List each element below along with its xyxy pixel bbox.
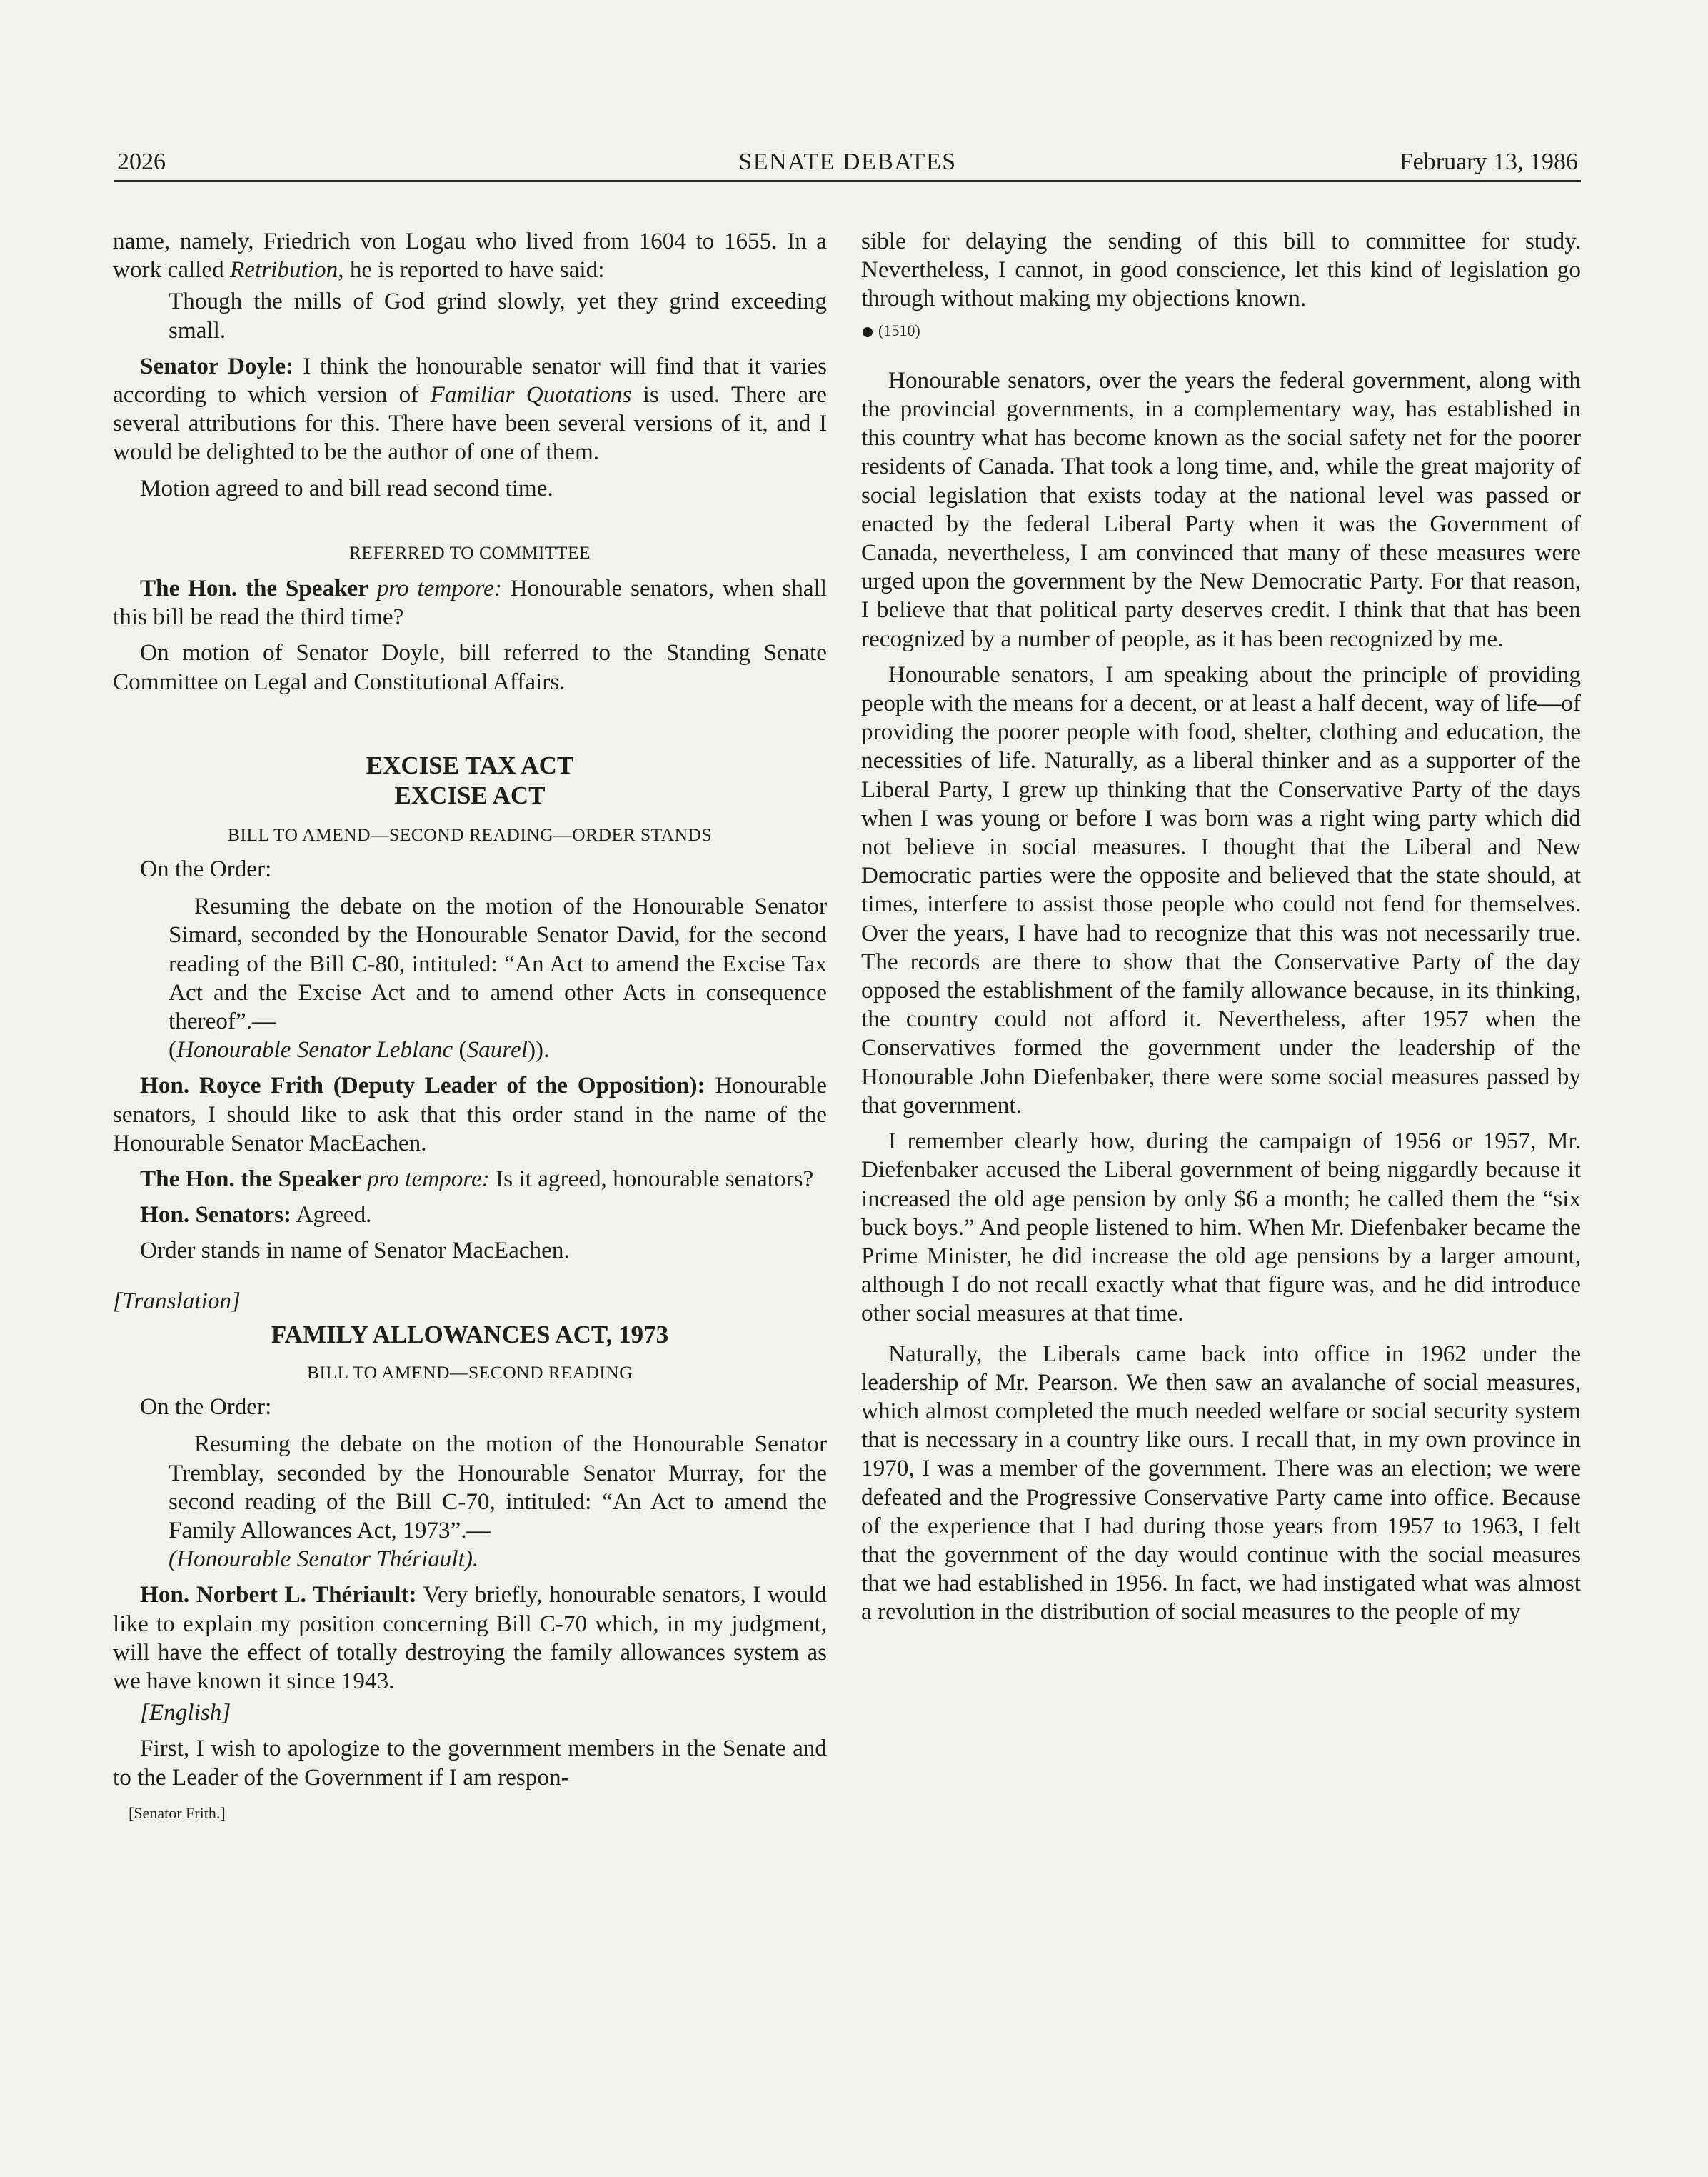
- paragraph: Order stands in name of Senator MacEachen.: [140, 1237, 570, 1264]
- block-quote: Though the mills of God grind slowly, yet they grind exceeding small.: [169, 288, 827, 344]
- speaker-footnote: [Senator Frith.]: [129, 1803, 226, 1822]
- bill-heading: EXCISE TAX ACT: [366, 751, 574, 779]
- paragraph: The Hon. the Speaker pro tempore: Honourable senators, when shall this bill be read the third time?: [113, 575, 828, 631]
- paragraph: Naturally, the Liberals came back into office in 1962 under the leadership of Mr. Pearson. We then saw an avalanche of social measures, which almost completed the much needed welfare or social security system that is necessary in a country like ours. I recall that, in my own province in 1970, I was a member of the government. There was an election; we were defeated and the Progressive Conservative Party came into office. Because of the experience that I had during those years from 1957 to 1963, I felt that the government of the day would continue with the social measures that we had established in 1956. In fact, we had instigated what was almost a revolution in the distribution of social measures to the people of my: [861, 1340, 1581, 1626]
- paragraph: On the Order:: [140, 1393, 272, 1421]
- speaker-name: The Hon. the Speaker: [140, 1166, 361, 1193]
- page-header: [114, 140, 1581, 182]
- paragraph: sible for delaying the sending of this bill to committee for study. Nevertheless, I cannot, in good conscience, let this kind of legislation go through without making my objections known.: [861, 228, 1581, 312]
- bill-heading: FAMILY ALLOWANCES ACT, 1973: [271, 1320, 669, 1348]
- block-quote: Resuming the debate on the motion of the Honourable Senator Simard, seconded by the Honourable Senator David, for the second reading of the Bill C-80, intituled: “An Act to amend the Excise Tax Act and the Excise Act and to amend other Acts in consequence thereof”.— (Honourable Senator Leblanc (Saurel)).: [169, 893, 827, 1064]
- speaker-name: Hon. Norbert L. Thériault:: [140, 1581, 417, 1608]
- publication-date: February 13, 1986: [1399, 149, 1578, 175]
- paragraph: Honourable senators, I am speaking about the principle of providing people with the means for a decent, or at least a half decent, way of life—of providing the poorer people with food, shelter, clothing and education, the necessities of life. Naturally, as a liberal thinker and as a supporter of the Liberal Party, I grew up thinking that the Conservative Party of the days when I was young or before I was born was a right wing party which did not believe in social measures. I thought that the Liberal and New Democratic parties were the opposite and believed that the state should, at times, interfere to assist those people who could not fend for themselves. Over the years, I have had to recognize that this was not necessarily true. The records are there to show that the Conservative Party of the day opposed the establishment of the family allowance because, in its thinking, the country could not afford it. Nevertheless, after 1957 when the Conservatives formed the government under the leadership of the Honourable John Diefenbaker, there were some social measures passed by that government.: [861, 661, 1581, 1118]
- speaker-name: Hon. Senators:: [140, 1201, 292, 1228]
- page-number: 2026: [117, 149, 166, 175]
- right-column: [861, 227, 1581, 1627]
- paragraph: Senator Doyle: I think the honourable senator will find that it varies according to which version of Familiar Quotations is used. There are several attributions for this. There have been several versions of it, and I would be delighted to be the author of one of them.: [113, 352, 827, 466]
- publication-title: SENATE DEBATES: [738, 149, 957, 175]
- bullet-icon: [863, 327, 873, 337]
- paragraph: Hon. Senators: Agreed.: [140, 1201, 372, 1228]
- block-quote: Resuming the debate on the motion of the Honourable Senator Tremblay, seconded by the Honourable Senator Murray, for the second reading of the Bill C-70, intituled: “An Act to amend the Family Allowances Act, 1973”.— (Honourable Senator Thériault).: [169, 1431, 827, 1573]
- paragraph: The Hon. the Speaker pro tempore: Is it agreed, honourable senators?: [140, 1166, 814, 1193]
- language-tag: [Translation]: [113, 1287, 241, 1314]
- paragraph: First, I wish to apologize to the government members in the Senate and to the Leader of the Government if I am respon-: [113, 1735, 827, 1791]
- bill-heading: EXCISE ACT: [394, 781, 546, 809]
- speaker-name: The Hon. the Speaker: [140, 575, 369, 602]
- paragraph: I remember clearly how, during the campaign of 1956 or 1957, Mr. Diefenbaker accused the Liberal government of being niggardly because it increased the old age pension by only $6 a month; he called them the “six buck boys.” And people listened to him. When Mr. Diefenbaker became the Prime Minister, he did increase the old age pensions by a larger amount, although I do not recall exactly what that figure was, and he did introduce other social measures at that time.: [861, 1128, 1581, 1327]
- paragraph: On motion of Senator Doyle, bill referred to the Standing Senate Committee on Legal and Constitutional Affairs.: [113, 639, 827, 695]
- paragraph: On the Order:: [140, 856, 272, 883]
- left-column: [113, 227, 827, 1828]
- speaker-name: Senator Doyle:: [140, 352, 294, 379]
- paragraph: name, namely, Friedrich von Logau who lived from 1604 to 1655. In a work called Retribution, he is reported to have said:: [113, 228, 827, 284]
- time-marker: (1510): [861, 316, 1581, 345]
- section-heading: BILL TO AMEND—SECOND READING: [306, 1361, 633, 1383]
- section-heading: REFERRED TO COMMITTEE: [348, 541, 591, 563]
- speaker-name: Hon. Royce Frith (Deputy Leader of the Opposition):: [140, 1072, 705, 1099]
- paragraph: Motion agreed to and bill read second time.: [140, 474, 553, 501]
- paragraph: Hon. Norbert L. Thériault: Very briefly, honourable senators, I would like to explain my position concerning Bill C-70 which, in my judgment, will have the effect of totally destroying the family allowances system as we have known it since 1943.: [113, 1581, 827, 1694]
- language-tag: [English]: [140, 1699, 231, 1726]
- section-heading: BILL TO AMEND—SECOND READING—ORDER STANDS: [227, 824, 713, 845]
- paragraph: Honourable senators, over the years the federal government, along with the provincial governments, in a complementary way, has established in this country what has become known as the social safety net for the poorer residents of Canada. That took a long time, and, while the great majority of social legislation that exists today at the national level was passed or enacted by the federal Liberal Party when it was the Government of Canada, nevertheless, I am convinced that many of these measures were urged upon the government by the New Democratic Party. For that reason, I believe that that political party deserves credit. I think that that has been recognized by a number of people, as it has been recognized by me.: [861, 366, 1581, 652]
- paragraph: Hon. Royce Frith (Deputy Leader of the Opposition): Honourable senators, I should like to ask that this order stand in the name of the Honourable Senator MacEachen.: [113, 1072, 827, 1156]
